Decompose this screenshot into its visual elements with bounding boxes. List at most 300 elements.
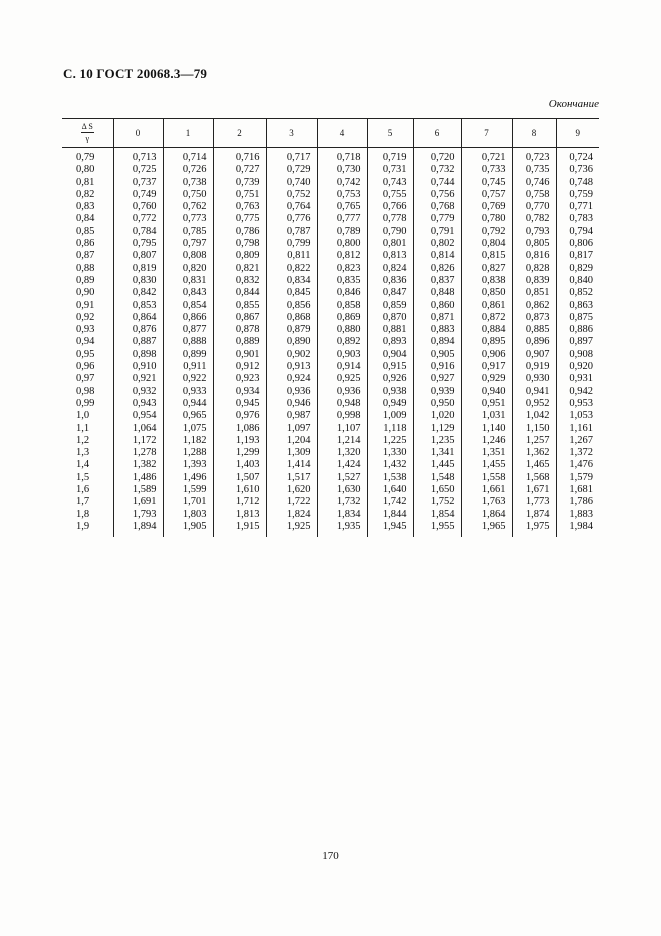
table-row	[62, 324, 599, 336]
value-cell: 1,496	[163, 472, 213, 484]
value-cell: 0,911	[163, 361, 213, 373]
value-cell: 0,804	[461, 238, 512, 250]
value-cell: 0,755	[367, 189, 413, 201]
value-cell: 1,161	[556, 423, 599, 435]
value-cell: 0,952	[512, 398, 556, 410]
value-cell: 0,831	[163, 275, 213, 287]
table-row	[62, 213, 599, 225]
value-cell: 1,640	[367, 484, 413, 496]
value-cell: 1,712	[213, 496, 266, 508]
value-cell: 0,886	[556, 324, 599, 336]
value-cell: 1,650	[413, 484, 461, 496]
value-cell: 1,476	[556, 459, 599, 471]
value-cell: 0,756	[413, 189, 461, 201]
value-cell: 0,887	[113, 336, 163, 348]
value-cell: 0,800	[317, 238, 367, 250]
value-cell: 1,309	[266, 447, 317, 459]
value-cell: 0,871	[413, 312, 461, 324]
value-cell: 0,783	[556, 213, 599, 225]
value-cell: 0,850	[461, 287, 512, 299]
value-cell: 0,916	[413, 361, 461, 373]
row-label-cell: 0,96	[76, 361, 95, 373]
value-cell: 0,793	[512, 226, 556, 238]
value-cell: 0,848	[413, 287, 461, 299]
value-cell: 0,939	[413, 386, 461, 398]
table-row	[62, 177, 599, 189]
value-cell: 0,773	[163, 213, 213, 225]
value-cell: 1,204	[266, 435, 317, 447]
table-row	[62, 361, 599, 373]
value-cell: 1,235	[413, 435, 461, 447]
table-row	[62, 496, 599, 508]
value-cell: 0,776	[266, 213, 317, 225]
value-cell: 0,945	[213, 398, 266, 410]
value-cell: 0,763	[213, 201, 266, 213]
value-cell: 0,852	[556, 287, 599, 299]
table-row	[62, 509, 599, 521]
value-cell: 0,908	[556, 349, 599, 361]
value-cell: 0,929	[461, 373, 512, 385]
value-cell: 1,097	[266, 423, 317, 435]
value-cell: 0,912	[213, 361, 266, 373]
value-cell: 1,107	[317, 423, 367, 435]
value-cell: 0,950	[413, 398, 461, 410]
value-cell: 0,875	[556, 312, 599, 324]
value-cell: 0,823	[317, 263, 367, 275]
row-label-cell: 0,87	[76, 250, 95, 262]
value-cell: 0,924	[266, 373, 317, 385]
value-cell: 1,568	[512, 472, 556, 484]
value-cell: 0,717	[266, 148, 317, 165]
value-cell: 0,829	[556, 263, 599, 275]
value-cell: 0,732	[413, 164, 461, 176]
value-cell: 0,744	[413, 177, 461, 189]
value-cell: 0,729	[266, 164, 317, 176]
row-label-cell: 0,84	[76, 213, 95, 225]
value-cell: 0,867	[213, 312, 266, 324]
column-header: 6	[413, 119, 461, 148]
value-cell: 0,828	[512, 263, 556, 275]
value-cell: 0,944	[163, 398, 213, 410]
value-cell: 0,716	[213, 148, 266, 165]
value-cell: 0,869	[317, 312, 367, 324]
table-row	[62, 459, 599, 471]
value-cell: 1,486	[113, 472, 163, 484]
value-cell: 0,910	[113, 361, 163, 373]
value-cell: 0,794	[556, 226, 599, 238]
value-cell: 0,811	[266, 250, 317, 262]
value-cell: 1,225	[367, 435, 413, 447]
value-cell: 0,790	[367, 226, 413, 238]
value-cell: 0,768	[413, 201, 461, 213]
value-cell: 0,923	[213, 373, 266, 385]
table-row	[62, 263, 599, 275]
value-cell: 1,465	[512, 459, 556, 471]
value-cell: 1,984	[556, 521, 599, 537]
row-label-cell: 1,5	[76, 471, 90, 483]
value-cell: 0,877	[163, 324, 213, 336]
value-cell: 0,743	[367, 177, 413, 189]
value-cell: 0,740	[266, 177, 317, 189]
table-row	[62, 148, 599, 165]
value-cell: 0,868	[266, 312, 317, 324]
value-cell: 1,299	[213, 447, 266, 459]
value-cell: 1,053	[556, 410, 599, 422]
value-cell: 0,805	[512, 238, 556, 250]
value-cell: 0,866	[163, 312, 213, 324]
table-row	[62, 386, 599, 398]
value-cell: 1,150	[512, 423, 556, 435]
value-cell: 0,876	[113, 324, 163, 336]
value-cell: 0,787	[266, 226, 317, 238]
value-cell: 0,795	[113, 238, 163, 250]
value-cell: 1,691	[113, 496, 163, 508]
value-cell: 0,802	[413, 238, 461, 250]
value-cell: 0,889	[213, 336, 266, 348]
row-label-cell: 1,2	[76, 434, 90, 446]
value-cell: 0,750	[163, 189, 213, 201]
value-cell: 1,403	[213, 459, 266, 471]
value-cell: 0,819	[113, 263, 163, 275]
value-cell: 1,009	[367, 410, 413, 422]
row-label-cell: 1,7	[76, 496, 90, 508]
table-row	[62, 484, 599, 496]
value-cell: 0,878	[213, 324, 266, 336]
value-cell: 0,920	[556, 361, 599, 373]
column-header: 4	[317, 119, 367, 148]
row-label-cell: 1,3	[76, 447, 90, 459]
table-row	[62, 201, 599, 213]
column-header: 7	[461, 119, 512, 148]
value-cell: 0,922	[163, 373, 213, 385]
value-cell: 0,884	[461, 324, 512, 336]
value-cell: 0,808	[163, 250, 213, 262]
value-cell: 0,936	[317, 386, 367, 398]
value-cell: 1,915	[213, 521, 266, 537]
value-cell: 1,610	[213, 484, 266, 496]
value-cell: 1,671	[512, 484, 556, 496]
value-cell: 0,772	[113, 213, 163, 225]
value-cell: 0,872	[461, 312, 512, 324]
value-cell: 0,752	[266, 189, 317, 201]
value-cell: 1,883	[556, 509, 599, 521]
value-cell: 0,789	[317, 226, 367, 238]
value-cell: 1,630	[317, 484, 367, 496]
value-cell: 0,921	[113, 373, 163, 385]
value-cell: 0,735	[512, 164, 556, 176]
value-cell: 1,752	[413, 496, 461, 508]
value-cell: 0,760	[113, 201, 163, 213]
value-cell: 1,064	[113, 423, 163, 435]
page-number: 170	[322, 850, 339, 862]
value-cell: 1,182	[163, 435, 213, 447]
row-label-cell: 0,91	[76, 299, 95, 311]
value-cell: 0,907	[512, 349, 556, 361]
table-row	[62, 336, 599, 348]
value-cell: 1,351	[461, 447, 512, 459]
value-cell: 0,836	[367, 275, 413, 287]
value-cell: 1,854	[413, 509, 461, 521]
value-cell: 0,926	[367, 373, 413, 385]
value-cell: 0,827	[461, 263, 512, 275]
value-cell: 0,736	[556, 164, 599, 176]
value-cell: 0,721	[461, 148, 512, 165]
value-cell: 1,579	[556, 472, 599, 484]
value-cell: 1,763	[461, 496, 512, 508]
value-cell: 0,791	[413, 226, 461, 238]
value-cell: 0,758	[512, 189, 556, 201]
table-row	[62, 312, 599, 324]
value-cell: 0,799	[266, 238, 317, 250]
value-cell: 0,765	[317, 201, 367, 213]
value-cell: 0,856	[266, 300, 317, 312]
value-cell: 1,925	[266, 521, 317, 537]
row-label-cell: 0,86	[76, 238, 95, 250]
value-cell: 0,936	[266, 386, 317, 398]
value-cell: 0,731	[367, 164, 413, 176]
value-cell: 1,834	[317, 509, 367, 521]
value-cell: 0,839	[512, 275, 556, 287]
value-cell: 0,897	[556, 336, 599, 348]
row-label-cell: 0,88	[76, 262, 95, 274]
value-cell: 0,824	[367, 263, 413, 275]
value-cell: 0,737	[113, 177, 163, 189]
row-label-cell: 0,85	[76, 225, 95, 237]
value-cell: 1,742	[367, 496, 413, 508]
document-header: С. 10 ГОСТ 20068.3—79	[63, 66, 208, 81]
table-continuation-label: Окончание	[548, 98, 599, 110]
value-cell: 0,855	[213, 300, 266, 312]
value-cell: 1,701	[163, 496, 213, 508]
value-cell: 1,362	[512, 447, 556, 459]
value-cell: 0,987	[266, 410, 317, 422]
row-label-cell: 1,1	[76, 422, 90, 434]
table-row	[62, 226, 599, 238]
value-cell: 0,813	[367, 250, 413, 262]
fraction-denominator: γ	[85, 134, 90, 143]
column-header: 5	[367, 119, 413, 148]
value-cell: 0,784	[113, 226, 163, 238]
value-cell: 0,785	[163, 226, 213, 238]
value-cell: 0,879	[266, 324, 317, 336]
table-row	[62, 238, 599, 250]
value-cell: 0,905	[413, 349, 461, 361]
value-cell: 0,822	[266, 263, 317, 275]
value-cell: 1,722	[266, 496, 317, 508]
row-label-cell: 0,83	[76, 201, 95, 213]
table-row	[62, 410, 599, 422]
value-cell: 1,527	[317, 472, 367, 484]
value-cell: 0,885	[512, 324, 556, 336]
value-cell: 0,762	[163, 201, 213, 213]
value-cell: 0,915	[367, 361, 413, 373]
value-cell: 0,812	[317, 250, 367, 262]
value-cell: 0,726	[163, 164, 213, 176]
value-cell: 0,851	[512, 287, 556, 299]
value-cell: 0,832	[213, 275, 266, 287]
first-column-header	[62, 119, 113, 148]
table-row	[62, 250, 599, 262]
table-body	[62, 148, 599, 538]
row-label-cell: 0,93	[76, 324, 95, 336]
row-label-cell: 0,99	[76, 397, 95, 409]
value-cell: 0,815	[461, 250, 512, 262]
ratio-fraction	[81, 123, 94, 143]
row-label-cell: 0,98	[76, 385, 95, 397]
value-cell: 0,953	[556, 398, 599, 410]
value-cell: 1,874	[512, 509, 556, 521]
value-cell: 1,214	[317, 435, 367, 447]
value-cell: 0,888	[163, 336, 213, 348]
value-cell: 1,894	[113, 521, 163, 537]
value-cell: 0,724	[556, 148, 599, 165]
row-label-cell: 1,4	[76, 459, 90, 471]
row-label-cell: 0,81	[76, 176, 95, 188]
value-cell: 1,031	[461, 410, 512, 422]
value-cell: 1,432	[367, 459, 413, 471]
column-header: 3	[266, 119, 317, 148]
value-cell: 0,860	[413, 300, 461, 312]
value-cell: 0,771	[556, 201, 599, 213]
row-label-cell: 0,79	[76, 152, 95, 163]
value-cell: 1,732	[317, 496, 367, 508]
value-cell: 0,759	[556, 189, 599, 201]
value-cell: 0,826	[413, 263, 461, 275]
value-cell: 0,814	[413, 250, 461, 262]
value-cell: 0,847	[367, 287, 413, 299]
value-cell: 0,778	[367, 213, 413, 225]
value-cell: 1,793	[113, 509, 163, 521]
value-cell: 0,835	[317, 275, 367, 287]
value-cell: 0,720	[413, 148, 461, 165]
value-cell: 1,661	[461, 484, 512, 496]
value-cell: 0,843	[163, 287, 213, 299]
row-label-cell: 1,9	[76, 520, 90, 532]
value-cell: 1,393	[163, 459, 213, 471]
fraction-numerator: Δ S	[81, 122, 93, 131]
value-cell: 1,086	[213, 423, 266, 435]
value-cell: 0,899	[163, 349, 213, 361]
table-row	[62, 447, 599, 459]
table-row	[62, 300, 599, 312]
value-cell: 0,862	[512, 300, 556, 312]
value-cell: 0,753	[317, 189, 367, 201]
value-cell: 0,948	[317, 398, 367, 410]
value-cell: 1,424	[317, 459, 367, 471]
value-cell: 0,938	[367, 386, 413, 398]
value-cell: 0,792	[461, 226, 512, 238]
row-label-cell: 0,89	[76, 274, 95, 286]
table-row	[62, 287, 599, 299]
value-cell: 0,861	[461, 300, 512, 312]
value-cell: 1,341	[413, 447, 461, 459]
value-cell: 0,766	[367, 201, 413, 213]
value-cell: 1,517	[266, 472, 317, 484]
value-cell: 0,881	[367, 324, 413, 336]
value-cell: 1,246	[461, 435, 512, 447]
value-cell: 0,858	[317, 300, 367, 312]
row-label-cell: 0,94	[76, 336, 95, 348]
value-cell: 0,913	[266, 361, 317, 373]
value-cell: 1,599	[163, 484, 213, 496]
table-row	[62, 189, 599, 201]
value-cell: 1,955	[413, 521, 461, 537]
column-header: 2	[213, 119, 266, 148]
value-cell: 1,824	[266, 509, 317, 521]
value-cell: 1,267	[556, 435, 599, 447]
value-cell: 1,278	[113, 447, 163, 459]
value-cell: 0,807	[113, 250, 163, 262]
value-cell: 0,782	[512, 213, 556, 225]
value-cell: 1,075	[163, 423, 213, 435]
value-cell: 0,733	[461, 164, 512, 176]
value-cell: 0,895	[461, 336, 512, 348]
value-cell: 1,620	[266, 484, 317, 496]
row-label-cell: 1,6	[76, 484, 90, 496]
value-cell: 0,809	[213, 250, 266, 262]
value-cell: 0,769	[461, 201, 512, 213]
value-cell: 0,714	[163, 148, 213, 165]
value-cell: 0,904	[367, 349, 413, 361]
column-header: 8	[512, 119, 556, 148]
value-cell: 0,821	[213, 263, 266, 275]
value-cell: 0,820	[163, 263, 213, 275]
table-row	[62, 521, 599, 537]
value-cell: 0,917	[461, 361, 512, 373]
value-cell: 0,998	[317, 410, 367, 422]
value-cell: 0,896	[512, 336, 556, 348]
value-cell: 0,764	[266, 201, 317, 213]
value-cell: 0,751	[213, 189, 266, 201]
value-cell: 0,890	[266, 336, 317, 348]
value-cell: 0,902	[266, 349, 317, 361]
value-cell: 0,713	[113, 148, 163, 165]
value-cell: 1,589	[113, 484, 163, 496]
value-cell: 0,870	[367, 312, 413, 324]
value-cell: 1,172	[113, 435, 163, 447]
value-cell: 0,965	[163, 410, 213, 422]
value-cell: 0,746	[512, 177, 556, 189]
row-label-cell: 0,80	[76, 164, 95, 176]
table-row	[62, 164, 599, 176]
value-cell: 1,288	[163, 447, 213, 459]
value-cell: 1,445	[413, 459, 461, 471]
value-cell: 1,935	[317, 521, 367, 537]
value-cell: 0,859	[367, 300, 413, 312]
value-cell: 1,042	[512, 410, 556, 422]
value-cell: 0,738	[163, 177, 213, 189]
value-cell: 0,932	[113, 386, 163, 398]
value-cell: 0,906	[461, 349, 512, 361]
row-label-cell: 1,0	[76, 410, 90, 422]
value-cell: 0,931	[556, 373, 599, 385]
value-cell: 0,798	[213, 238, 266, 250]
value-cell: 1,905	[163, 521, 213, 537]
value-cell: 0,719	[367, 148, 413, 165]
value-cell: 0,914	[317, 361, 367, 373]
value-cell: 0,943	[113, 398, 163, 410]
value-cell: 0,816	[512, 250, 556, 262]
value-cell: 0,951	[461, 398, 512, 410]
value-cell: 0,838	[461, 275, 512, 287]
value-cell: 1,118	[367, 423, 413, 435]
table-row	[62, 423, 599, 435]
value-cell: 0,742	[317, 177, 367, 189]
value-cell: 1,844	[367, 509, 413, 521]
value-cell: 0,846	[317, 287, 367, 299]
value-cell: 0,748	[556, 177, 599, 189]
value-cell: 0,898	[113, 349, 163, 361]
